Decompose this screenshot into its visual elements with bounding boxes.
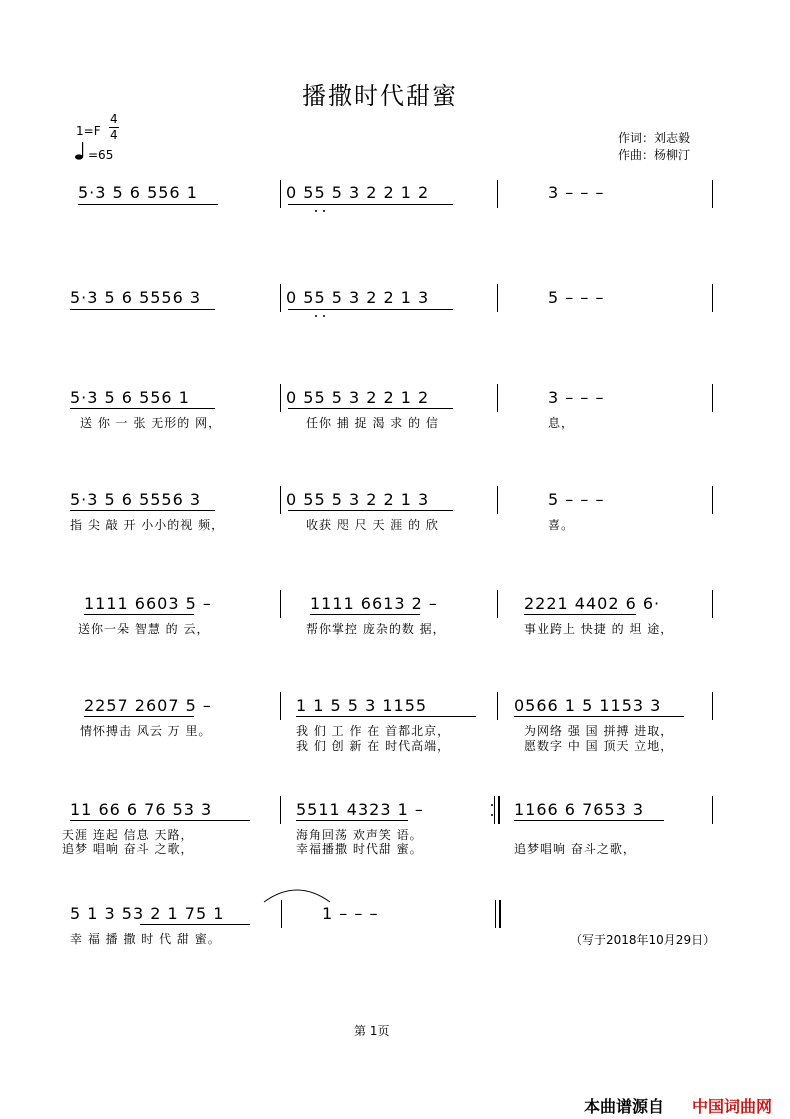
measure-notes: 5·3 5 6 5556 3: [70, 288, 202, 307]
lyric-line: 事业跨上 快捷 的 坦 途，: [524, 622, 674, 636]
source-site-link[interactable]: 中国词曲网: [692, 1097, 773, 1116]
tie-slur-icon: [262, 884, 332, 904]
lyric-line: 我 们 创 新 在 时代高端，: [296, 739, 451, 753]
lyric-line: 我 们 工 作 在 首都北京，: [296, 724, 451, 738]
lyric-line: 帮你掌控 庞杂的数 据，: [306, 622, 446, 636]
measure-notes: 1111 6603 5 –: [84, 594, 212, 613]
measure-notes: 2221 4402 6 6·: [524, 594, 661, 613]
measure-notes: 5511 4323 1 –: [296, 800, 424, 819]
measure-notes: 1166 6 7653 3: [514, 800, 645, 819]
lyric-line: 海角回荡 欢声笑 语。: [296, 828, 423, 842]
measure-notes: 3 – – –: [548, 183, 605, 202]
lyric-line: 喜。: [548, 518, 575, 532]
lyric-line: 息，: [548, 416, 575, 430]
measure-notes: 3 – – –: [548, 388, 605, 407]
lyricist-credit: 作词：刘志毅: [618, 131, 691, 145]
measure-notes: 5 – – –: [548, 490, 605, 509]
lyric-line: 为网络 强 国 拼搏 进取，: [524, 724, 674, 738]
lyric-line: 情怀搏击 风云 万 里。: [80, 724, 212, 738]
lyric-line: 送 你 一 张 无形的 网，: [80, 416, 222, 430]
written-date: （写于2018年10月29日）: [570, 933, 716, 947]
measure-notes: 5·3 5 6 556 1: [78, 183, 198, 202]
measure-notes: 5 – – –: [548, 288, 605, 307]
measure-notes: 0 55 5 3 2 2 1 2: [286, 183, 430, 202]
measure-notes: 11 66 6 76 53 3: [70, 800, 213, 819]
lyric-line: 幸福播撒 时代甜 蜜。: [296, 842, 423, 856]
lyric-line: 愿数字 中 国 顶天 立地，: [524, 739, 674, 753]
measure-notes: 1111 6613 2 –: [310, 594, 438, 613]
lyric-line: 幸 福 播 撒 时 代 甜 蜜。: [70, 932, 221, 946]
measure-notes: 5 1 3 53 2 1 75 1: [70, 904, 225, 923]
key-signature: 1=F: [76, 124, 101, 138]
measure-notes: 1 1 5 5 3 1155: [296, 696, 428, 715]
lyric-line: 追梦唱响 奋斗之歌，: [514, 842, 636, 856]
composer-credit: 作曲：杨柳汀: [618, 148, 691, 162]
measure-notes: 0 55 5 3 2 2 1 2: [286, 388, 430, 407]
time-signature-top: 4: [110, 112, 118, 126]
lyric-line: 收获 咫 尺 天 涯 的 欣: [306, 518, 439, 532]
measure-notes: 2257 2607 5 –: [84, 696, 212, 715]
tempo-marking: =65: [88, 148, 114, 162]
lyric-line: 任你 捕 捉 渴 求 的 信: [306, 416, 439, 430]
measure-notes: 0 55 5 3 2 2 1 3: [286, 288, 430, 307]
time-signature-bottom: 4: [110, 128, 118, 142]
source-label: 本曲谱源自: [584, 1097, 665, 1116]
measure-notes: 5·3 5 6 556 1: [70, 388, 190, 407]
page-number: 第 1页: [354, 1024, 390, 1038]
measure-notes: 5·3 5 6 5556 3: [70, 490, 202, 509]
lyric-line: 追梦 唱响 奋斗 之歌，: [62, 842, 194, 856]
lyric-line: 送你一朵 智慧 的 云，: [78, 622, 210, 636]
song-title: 播撒时代甜蜜: [302, 82, 458, 110]
measure-notes: 0 55 5 3 2 2 1 3: [286, 490, 430, 509]
lyric-line: 天涯 连起 信息 天路，: [62, 828, 194, 842]
quarter-note-icon: [74, 142, 86, 160]
measure-notes: 0566 1 5 1153 3: [514, 696, 662, 715]
lyric-line: 指 尖 敲 开 小小的视 频，: [70, 518, 225, 532]
measure-notes: 1 – – –: [322, 904, 379, 923]
